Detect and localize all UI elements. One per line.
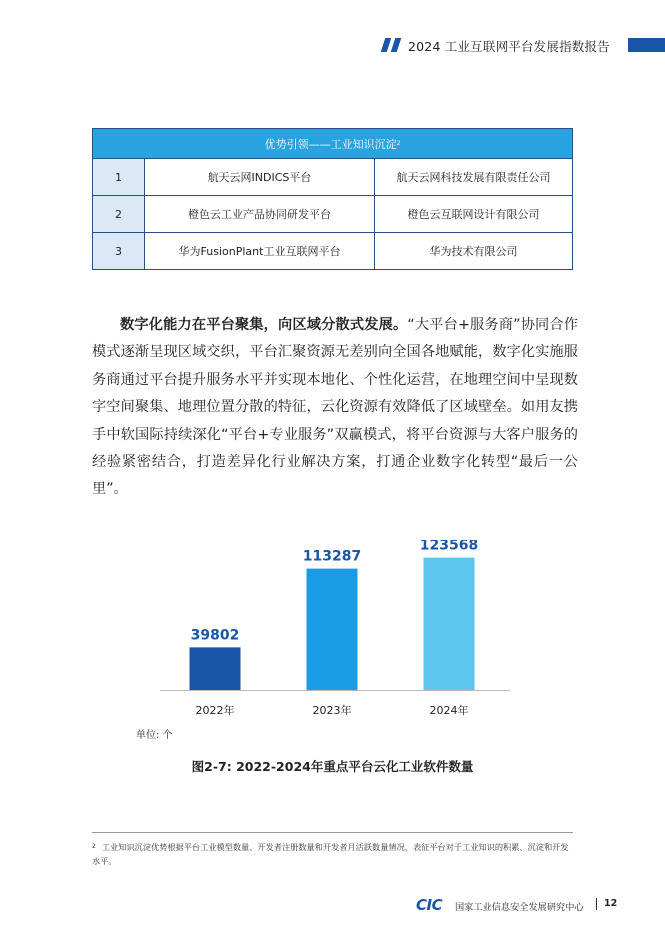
footnote-mark: 2: [92, 843, 96, 850]
paragraph-lead: 数字化能力在平台聚集，向区域分散式发展。: [120, 317, 408, 333]
footnote-text: 工业知识沉淀优势根据平台工业模型数量、开发者注册数量和开发者月活跃数量情况，表征平台对于工业知识的积累、沉淀和开发水平。: [92, 842, 569, 866]
table-row: [92, 233, 573, 270]
data-label: 39802: [190, 627, 240, 644]
chart-unit: 单位: 个: [136, 730, 173, 741]
paragraph-body: “大平台+服务商”协同合作模式逐渐呈现区域交织，平台汇聚资源无差别向全国各地赋能，数字化实施服务商通过平台提升服务水平并实现本地化、个性化运营，在地理空间中呈现数字空间聚集、地理位置分散的特征，云化资源有效降低了区域壁垒。如用友携手中软国际持续深化“平台+专业服务”双赢模式，将平台资源与大客户服务的经验紧密结合，打造差异化行业解决方案，打通企业数字化转型“最后一公里”。: [92, 317, 578, 498]
bar-chart: [0, 540, 665, 720]
table-row: [92, 159, 573, 196]
bar-2023年: [307, 569, 358, 690]
company-name: 航天云网科技发展有限责任公司: [375, 159, 572, 195]
platform-table: [92, 128, 573, 270]
figure-caption: 图2-7: 2022-2024年重点平台云化工业软件数量: [191, 759, 474, 774]
table-heading-sup: 2: [396, 140, 401, 147]
x-tick-label: 2024年: [429, 704, 469, 717]
company-name: 橙色云互联网设计有限公司: [375, 196, 572, 232]
header-accent-bar: [628, 38, 665, 52]
footer-separator: [596, 898, 597, 910]
page-header: [0, 36, 665, 58]
x-tick-label: 2022年: [195, 704, 235, 717]
row-number: 1: [93, 159, 145, 195]
row-number: 3: [93, 233, 145, 269]
platform-name: 华为FusionPlant工业互联网平台: [145, 233, 375, 269]
organization-name: 国家工业信息安全发展研究中心: [455, 902, 584, 913]
data-label: 113287: [302, 548, 362, 565]
page-number: 12: [604, 898, 618, 909]
footnote-divider: [92, 832, 573, 833]
platform-name: 橙色云工业产品协同研发平台: [145, 196, 375, 232]
report-title: 2024 工业互联网平台发展指数报告: [408, 39, 610, 54]
data-label: 123568: [419, 540, 479, 554]
table-heading-text: 优势引领——工业知识沉淀: [264, 137, 397, 151]
bar-chart-svg: [0, 540, 665, 720]
bar-2022年: [190, 647, 241, 690]
body-paragraph: [92, 312, 578, 504]
x-tick-label: 2023年: [312, 704, 352, 717]
footnote: [92, 840, 573, 868]
company-name: 华为技术有限公司: [375, 233, 572, 269]
platform-name: 航天云网INDICS平台: [145, 159, 375, 195]
table-row: [92, 196, 573, 233]
row-number: 2: [93, 196, 145, 232]
cic-logo: CIC: [416, 896, 443, 914]
bar-2024年: [424, 558, 475, 690]
page-footer: [0, 895, 665, 915]
table-heading: [92, 128, 573, 159]
